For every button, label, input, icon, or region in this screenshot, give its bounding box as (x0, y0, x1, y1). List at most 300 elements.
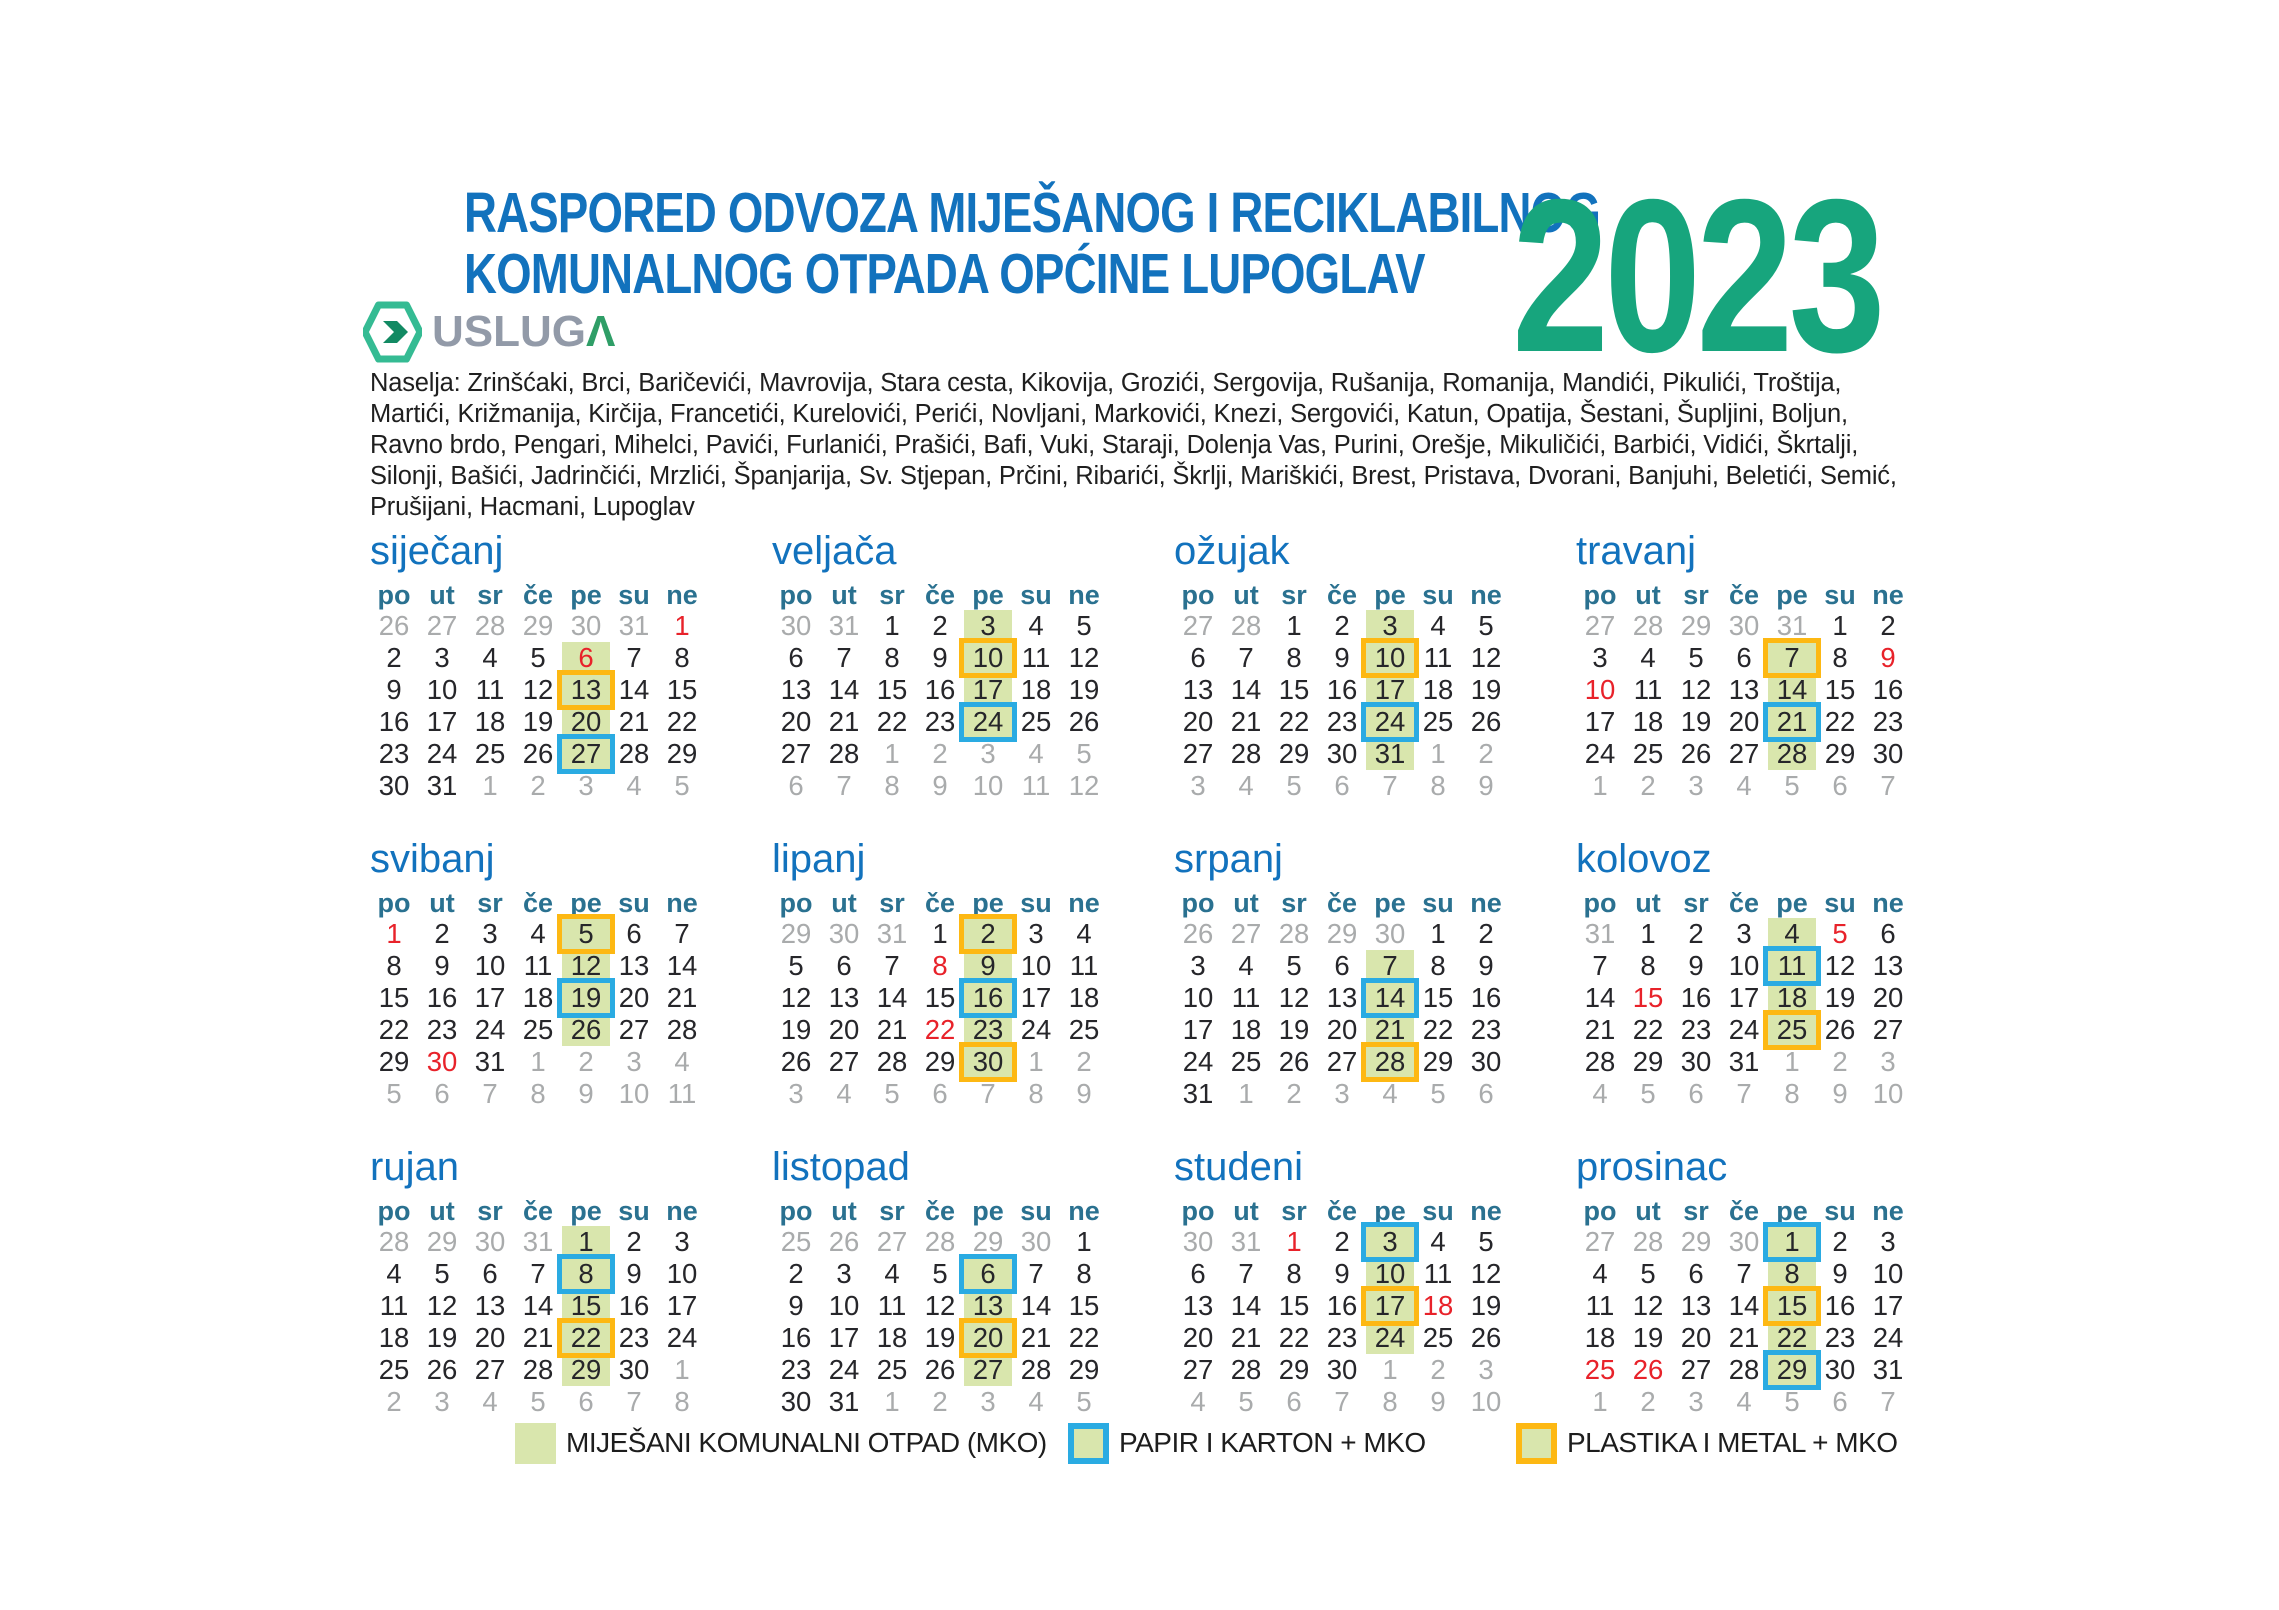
day-cell: 7 (1880, 1386, 1896, 1417)
day-cell: 7 (1736, 1078, 1752, 1109)
weekday-label: sr (1683, 1195, 1709, 1226)
day-cell: 8 (386, 950, 402, 981)
month-title: siječanj (370, 529, 504, 573)
day-cell: 29 (1278, 1354, 1310, 1385)
day-cell: 6 (1880, 918, 1896, 949)
day-cell: 17 (1020, 982, 1052, 1013)
month-title: travanj (1576, 529, 1697, 573)
day-cell: 22 (666, 706, 698, 737)
day-cell: 11 (877, 1290, 907, 1321)
day-cell: 15 (1824, 674, 1856, 705)
weekday-label: pe (1374, 579, 1406, 610)
day-cell: 29 (1326, 918, 1358, 949)
day-cell: 22 (1278, 706, 1310, 737)
settlements-paragraph: Naselja: Zrinšćaki, Brci, Baričevići, Mavrovija, Stara cesta, Kikovija, Grozići, Sergovija, Rušanija, Romanija, Mandići, Pikulići, Troštija, Martići, Križmanija, Kirčija, Francetići, Kurelovići, Perići, Novljani, Markovići, Knezi, Sergovići, Katun, Opatija, Šestani, Šupljini, Boljun, Ravno brdo, Pengari, Mihelci, Pavići, Furlanići, Prašići, Bafi, Vuki, Staraji, Dolenja Vas, Purini, Orešje, Mikuličići, Barbići, Vidići, Škrtalji, Silonji, Bašići, Jadrinčići, Mrzlići, Španjarija, Sv. Stjepan, Prčini, Ribarići, Škrlji, Mariškići, Brest, Pristava, Dvorani, Banjuhi, Beletići, Semić, Prušijani, Hacmani, Lupoglav (370, 369, 1897, 521)
day-cell: 12 (522, 674, 554, 705)
day-cell: 9 (1880, 642, 1896, 673)
day-cell: 3 (1880, 1226, 1896, 1257)
day-cell: 16 (1824, 1290, 1856, 1321)
day-cell: 1 (1784, 1046, 1800, 1077)
day-cell: 3 (1688, 1386, 1704, 1417)
day-cell: 8 (1430, 770, 1446, 801)
month-veljača (772, 528, 1108, 802)
day-cell: 8 (674, 1386, 690, 1417)
day-cell: 7 (1768, 642, 1816, 674)
day-cell: 20 (1872, 982, 1904, 1013)
day-cell: 27 (474, 1354, 506, 1385)
day-cell: 24 (426, 738, 458, 769)
day-cell: 14 (828, 674, 860, 705)
day-cell: 17 (828, 1322, 860, 1353)
day-cell: 1 (674, 610, 690, 641)
day-cell: 31 (522, 1226, 554, 1257)
day-cell: 29 (1068, 1354, 1100, 1385)
day-cell: 6 (1478, 1078, 1494, 1109)
day-cell: 10 (1872, 1078, 1904, 1109)
month-title: prosinac (1576, 1145, 1728, 1189)
day-cell: 2 (386, 642, 402, 673)
day-cell: 27 (964, 1354, 1012, 1386)
day-cell: 6 (788, 642, 804, 673)
day-cell: 12 (924, 1290, 956, 1321)
day-cell: 21 (1728, 1322, 1760, 1353)
day-cell: 3 (1688, 770, 1704, 801)
day-cell: 11 (1633, 674, 1663, 705)
weekday-label: sr (879, 579, 905, 610)
weekday-label: su (1422, 887, 1454, 918)
day-cell: 24 (1020, 1014, 1052, 1045)
day-cell: 20 (1680, 1322, 1712, 1353)
day-cell: 6 (836, 950, 852, 981)
day-cell: 4 (1640, 642, 1656, 673)
weekday-label: ut (1233, 1195, 1259, 1226)
weekday-label: po (377, 1195, 411, 1226)
day-cell: 10 (426, 674, 458, 705)
day-cell: 5 (386, 1078, 402, 1109)
day-cell: 10 (1470, 1386, 1502, 1417)
weekday-label: su (1824, 887, 1856, 918)
day-cell: 12 (1470, 1258, 1502, 1289)
weekday-label: ut (1635, 579, 1661, 610)
day-cell: 23 (1680, 1014, 1712, 1045)
day-cell: 1 (1592, 1386, 1608, 1417)
day-cell: 23 (964, 1014, 1012, 1046)
weekday-label: sr (879, 887, 905, 918)
day-cell: 20 (1326, 1014, 1358, 1045)
day-cell: 26 (1470, 706, 1502, 737)
day-cell: 1 (1592, 770, 1608, 801)
day-cell: 7 (884, 950, 900, 981)
day-cell: 1 (674, 1354, 690, 1385)
day-cell: 7 (626, 1386, 642, 1417)
weekday-label: pe (570, 1195, 602, 1226)
day-cell: 18 (522, 982, 554, 1013)
day-cell: 20 (1182, 706, 1214, 737)
day-cell: 1 (1640, 918, 1656, 949)
day-cell: 9 (1478, 770, 1494, 801)
day-cell: 21 (618, 706, 650, 737)
day-cell: 13 (474, 1290, 506, 1321)
day-cell: 19 (426, 1322, 458, 1353)
day-cell: 6 (964, 1258, 1012, 1290)
day-cell: 2 (1286, 1078, 1302, 1109)
day-cell: 28 (618, 738, 650, 769)
day-cell: 31 (828, 610, 860, 641)
day-cell: 30 (570, 610, 602, 641)
day-cell: 6 (1688, 1258, 1704, 1289)
day-cell: 12 (562, 950, 610, 982)
day-cell: 1 (884, 738, 900, 769)
day-cell: 30 (1680, 1046, 1712, 1077)
day-cell: 28 (1230, 738, 1262, 769)
month-siječanj (370, 528, 706, 802)
day-cell: 29 (972, 1226, 1004, 1257)
weekday-label: ut (429, 887, 455, 918)
weekday-label: po (377, 887, 411, 918)
day-cell: 26 (828, 1226, 860, 1257)
day-cell: 13 (1728, 674, 1760, 705)
day-cell: 1 (386, 918, 402, 949)
day-cell: 19 (924, 1322, 956, 1353)
day-cell: 17 (964, 674, 1012, 706)
day-cell: 14 (1584, 982, 1616, 1013)
day-cell: 24 (1728, 1014, 1760, 1045)
day-cell: 7 (836, 770, 852, 801)
day-cell: 21 (1366, 1014, 1414, 1046)
day-cell: 18 (1632, 706, 1664, 737)
page-title (350, 181, 1600, 306)
weekday-label: su (1422, 1195, 1454, 1226)
day-cell: 3 (836, 1258, 852, 1289)
day-cell: 13 (618, 950, 650, 981)
day-cell: 29 (1680, 1226, 1712, 1257)
day-cell: 2 (1688, 918, 1704, 949)
day-cell: 6 (1286, 1386, 1302, 1417)
day-cell: 15 (666, 674, 698, 705)
weekday-label: če (1728, 887, 1760, 918)
weekday-label: pe (1374, 1195, 1406, 1226)
day-cell: 20 (1728, 706, 1760, 737)
day-cell: 28 (828, 738, 860, 769)
day-cell: 17 (1584, 706, 1616, 737)
day-cell: 28 (474, 610, 506, 641)
weekday-label: sr (1683, 887, 1709, 918)
day-cell: 1 (1430, 918, 1446, 949)
day-cell: 1 (482, 770, 498, 801)
day-cell: 20 (1182, 1322, 1214, 1353)
day-cell: 9 (1076, 1078, 1092, 1109)
day-cell: 29 (666, 738, 698, 769)
day-cell: 7 (1028, 1258, 1044, 1289)
day-cell: 25 (1422, 1322, 1454, 1353)
day-cell: 14 (1728, 1290, 1760, 1321)
day-cell: 18 (1020, 674, 1052, 705)
day-cell: 7 (1238, 642, 1254, 673)
day-cell: 4 (884, 1258, 900, 1289)
day-cell: 27 (780, 738, 812, 769)
day-cell: 28 (1230, 610, 1262, 641)
weekday-label: po (1583, 579, 1617, 610)
weekday-label: pe (1776, 579, 1808, 610)
day-cell: 23 (780, 1354, 812, 1385)
day-cell: 17 (1366, 674, 1414, 706)
day-cell: 27 (876, 1226, 908, 1257)
day-cell: 24 (1872, 1322, 1904, 1353)
day-cell: 2 (1478, 918, 1494, 949)
day-cell: 4 (482, 642, 498, 673)
day-cell: 30 (780, 1386, 812, 1417)
day-cell: 1 (932, 918, 948, 949)
day-cell: 9 (578, 1078, 594, 1109)
day-cell: 5 (1784, 1386, 1800, 1417)
day-cell: 23 (1824, 1322, 1856, 1353)
day-cell: 1 (1286, 610, 1302, 641)
day-cell: 29 (1278, 738, 1310, 769)
day-cell: 9 (932, 642, 948, 673)
day-cell: 27 (1728, 738, 1760, 769)
weekday-label: po (1181, 887, 1215, 918)
day-cell: 11 (1021, 770, 1051, 801)
weekday-label: če (924, 579, 956, 610)
day-cell: 28 (1020, 1354, 1052, 1385)
weekday-label: sr (1281, 1195, 1307, 1226)
day-cell: 19 (780, 1014, 812, 1045)
month-studeni (1174, 1144, 1510, 1418)
day-cell: 6 (932, 1078, 948, 1109)
day-cell: 3 (788, 1078, 804, 1109)
day-cell: 19 (1470, 674, 1502, 705)
legend-item-plastika-metal (1516, 1422, 1898, 1464)
day-cell: 10 (1366, 642, 1414, 674)
weekday-label: sr (1683, 579, 1709, 610)
day-cell: 2 (1334, 1226, 1350, 1257)
day-cell: 14 (1230, 1290, 1262, 1321)
day-cell: 27 (562, 738, 610, 770)
day-cell: 7 (674, 918, 690, 949)
weekday-label: če (1326, 1195, 1358, 1226)
day-cell: 5 (530, 642, 546, 673)
day-cell: 15 (378, 982, 410, 1013)
day-cell: 16 (1680, 982, 1712, 1013)
day-cell: 29 (780, 918, 812, 949)
day-cell: 15 (1632, 982, 1664, 1013)
legend-swatch-papir-karton (1068, 1423, 1109, 1464)
day-cell: 5 (1238, 1386, 1254, 1417)
day-cell: 2 (932, 738, 948, 769)
weekday-label: ne (1470, 1195, 1502, 1226)
day-cell: 11 (1069, 950, 1099, 981)
day-cell: 8 (1286, 1258, 1302, 1289)
day-cell: 10 (1728, 950, 1760, 981)
day-cell: 29 (1680, 610, 1712, 641)
day-cell: 27 (618, 1014, 650, 1045)
day-cell: 1 (1430, 738, 1446, 769)
day-cell: 23 (1470, 1014, 1502, 1045)
day-cell: 3 (1592, 642, 1608, 673)
day-cell: 30 (618, 1354, 650, 1385)
day-cell: 13 (562, 674, 610, 706)
day-cell: 5 (434, 1258, 450, 1289)
day-cell: 6 (626, 918, 642, 949)
day-cell: 5 (1688, 642, 1704, 673)
day-cell: 2 (386, 1386, 402, 1417)
day-cell: 28 (1366, 1046, 1414, 1078)
weekday-label: ne (1470, 579, 1502, 610)
day-cell: 23 (1872, 706, 1904, 737)
day-cell: 30 (1872, 738, 1904, 769)
day-cell: 31 (1872, 1354, 1904, 1385)
day-cell: 2 (932, 610, 948, 641)
day-cell: 10 (666, 1258, 698, 1289)
day-cell: 11 (379, 1290, 409, 1321)
weekday-label: če (522, 887, 554, 918)
day-cell: 3 (1366, 1226, 1414, 1258)
day-cell: 5 (674, 770, 690, 801)
day-cell: 30 (1326, 738, 1358, 769)
day-cell: 5 (1076, 738, 1092, 769)
weekday-label: ut (429, 579, 455, 610)
day-cell: 13 (1872, 950, 1904, 981)
weekday-label: ne (1068, 579, 1100, 610)
day-cell: 24 (964, 706, 1012, 738)
day-cell: 2 (1334, 610, 1350, 641)
day-cell: 11 (1021, 642, 1051, 673)
weekday-label: pe (972, 1195, 1004, 1226)
usluga-hexagon-arrow-icon (363, 301, 422, 363)
day-cell: 30 (1020, 1226, 1052, 1257)
day-cell: 30 (378, 770, 410, 801)
weekday-label: sr (477, 579, 503, 610)
legend-swatch-mko (515, 1423, 556, 1464)
day-cell: 23 (1326, 706, 1358, 737)
day-cell: 27 (1872, 1014, 1904, 1045)
day-cell: 2 (1880, 610, 1896, 641)
day-cell: 9 (386, 674, 402, 705)
day-cell: 16 (378, 706, 410, 737)
day-cell: 14 (876, 982, 908, 1013)
day-cell: 21 (522, 1322, 554, 1353)
day-cell: 17 (666, 1290, 698, 1321)
weekday-label: sr (477, 887, 503, 918)
month-title: srpanj (1174, 837, 1283, 881)
day-cell: 8 (1286, 642, 1302, 673)
legend-label-plastika-metal: PLASTIKA I METAL + MKO (1567, 1427, 1898, 1458)
day-cell: 5 (884, 1078, 900, 1109)
weekday-label: sr (477, 1195, 503, 1226)
day-cell: 5 (1832, 918, 1848, 949)
day-cell: 8 (1768, 1258, 1816, 1290)
weekday-label: su (1422, 579, 1454, 610)
day-cell: 4 (1238, 950, 1254, 981)
day-cell: 9 (788, 1290, 804, 1321)
day-cell: 6 (482, 1258, 498, 1289)
weekday-label: po (1583, 887, 1617, 918)
usluga-wordmark: USLUGΛ (432, 307, 616, 356)
day-cell: 6 (1688, 1078, 1704, 1109)
day-cell: 25 (1584, 1354, 1616, 1385)
day-cell: 31 (426, 770, 458, 801)
weekday-label: su (1020, 579, 1052, 610)
day-cell: 30 (964, 1046, 1012, 1078)
day-cell: 21 (876, 1014, 908, 1045)
day-cell: 15 (1068, 1290, 1100, 1321)
day-cell: 13 (828, 982, 860, 1013)
weekday-label: su (618, 1195, 650, 1226)
day-cell: 7 (1334, 1386, 1350, 1417)
weekday-label: po (779, 579, 813, 610)
day-cell: 11 (1423, 1258, 1453, 1289)
day-cell: 25 (780, 1226, 812, 1257)
day-cell: 28 (1584, 1046, 1616, 1077)
day-cell: 10 (474, 950, 506, 981)
day-cell: 26 (1680, 738, 1712, 769)
day-cell: 18 (378, 1322, 410, 1353)
day-cell: 13 (780, 674, 812, 705)
day-cell: 26 (1068, 706, 1100, 737)
day-cell: 30 (1824, 1354, 1856, 1385)
day-cell: 7 (1592, 950, 1608, 981)
day-cell: 28 (1768, 738, 1816, 770)
day-cell: 1 (1768, 1226, 1816, 1258)
day-cell: 16 (1470, 982, 1502, 1013)
day-cell: 6 (788, 770, 804, 801)
day-cell: 30 (1728, 1226, 1760, 1257)
day-cell: 16 (618, 1290, 650, 1321)
day-cell: 24 (474, 1014, 506, 1045)
day-cell: 4 (626, 770, 642, 801)
day-cell: 2 (1430, 1354, 1446, 1385)
day-cell: 3 (1190, 950, 1206, 981)
day-cell: 31 (876, 918, 908, 949)
day-cell: 24 (666, 1322, 698, 1353)
day-cell: 28 (666, 1014, 698, 1045)
day-cell: 20 (780, 706, 812, 737)
day-cell: 10 (1366, 1258, 1414, 1290)
day-cell: 23 (426, 1014, 458, 1045)
day-cell: 7 (980, 1078, 996, 1109)
weekday-label: če (1728, 579, 1760, 610)
day-cell: 4 (1076, 918, 1092, 949)
weekday-label: ut (1233, 887, 1259, 918)
day-cell: 13 (1680, 1290, 1712, 1321)
weekday-label: če (1326, 887, 1358, 918)
day-cell: 30 (1374, 918, 1406, 949)
day-cell: 27 (1182, 738, 1214, 769)
day-cell: 2 (1832, 1046, 1848, 1077)
day-cell: 27 (1326, 1046, 1358, 1077)
day-cell: 1 (1286, 1226, 1302, 1257)
day-cell: 4 (1430, 610, 1446, 641)
day-cell: 14 (1230, 674, 1262, 705)
day-cell: 15 (1768, 1290, 1816, 1322)
day-cell: 12 (1068, 642, 1100, 673)
day-cell: 11 (1585, 1290, 1615, 1321)
day-cell: 3 (1028, 918, 1044, 949)
day-cell: 4 (1382, 1078, 1398, 1109)
day-cell: 31 (828, 1386, 860, 1417)
weekday-label: sr (879, 1195, 905, 1226)
day-cell: 17 (1366, 1290, 1414, 1322)
day-cell: 5 (1640, 1258, 1656, 1289)
month-lipanj (772, 836, 1108, 1110)
day-cell: 25 (1422, 706, 1454, 737)
day-cell: 22 (1632, 1014, 1664, 1045)
day-cell: 8 (1784, 1078, 1800, 1109)
weekday-label: su (1020, 887, 1052, 918)
day-cell: 4 (674, 1046, 690, 1077)
day-cell: 24 (1366, 1322, 1414, 1354)
day-cell: 25 (1230, 1046, 1262, 1077)
